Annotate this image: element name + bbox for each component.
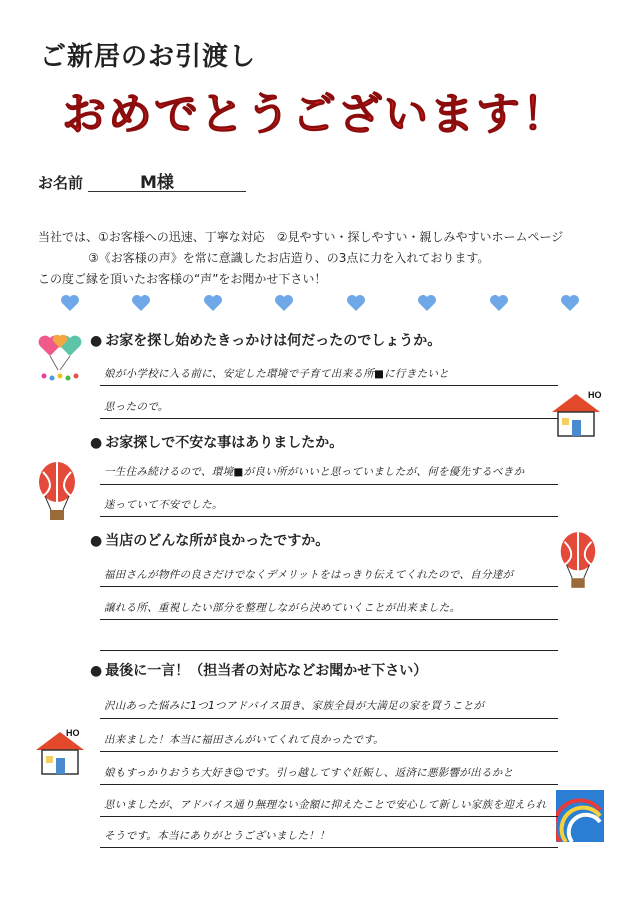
hearts-row	[60, 294, 580, 312]
answer-rule	[100, 751, 558, 752]
intro-line-2: ③《お客様の声》を常に意識したお店造り、の3点に力を入れております。	[88, 251, 490, 265]
heart-balloons-icon	[34, 326, 94, 386]
answer-rule	[100, 650, 558, 651]
answer-2-line-1: 一生住み続けるので、環境■が良い所がいいと思っていましたが、何を優先するべきか	[104, 466, 525, 478]
hot-air-balloon-icon	[32, 458, 82, 524]
answer-2-line-2: 迷っていて不安でした。	[104, 499, 223, 511]
answer-rule	[100, 847, 558, 848]
answer-4-line-2: 出来ました！本当に福田さんがいてくれて良かったです。	[104, 734, 384, 746]
heart-icon	[274, 294, 294, 312]
heart-icon	[203, 294, 223, 312]
answer-rule	[100, 484, 558, 485]
heart-icon	[131, 294, 151, 312]
name-underline	[88, 191, 246, 192]
heart-icon	[417, 294, 437, 312]
house-ho-label: HO	[588, 390, 602, 400]
question-4: ● 最後に一言！（担当者の対応などお聞かせ下さい）	[90, 660, 427, 680]
answer-rule	[100, 784, 558, 785]
answer-rule	[100, 516, 558, 517]
intro-line-1: 当社では、①お客様への迅速、丁寧な対応 ②見やすい・探しやすい・親しみやすいホームページ	[38, 230, 564, 244]
intro-line-3: この度ご縁を頂いたお客様の“声”をお聞かせ下さい！	[38, 272, 327, 286]
answer-rule	[100, 586, 558, 587]
answer-rule	[100, 718, 558, 719]
answer-4-line-5: そうです。本当にありがとうございました！！	[104, 830, 330, 842]
name-label: お名前	[38, 174, 84, 192]
answer-4-line-3: 娘もすっかりおうち大好き☺です。引っ越してすぐ妊娠し、返済に悪影響が出るかと	[104, 767, 514, 779]
heart-icon	[60, 294, 80, 312]
answer-3-line-1: 福田さんが物件の良さだけでなくデメリットをはっきり伝えてくれたので、自分達が	[104, 569, 514, 581]
answer-1-line-1: 娘が小学校に入る前に、安定した環境で子育て出来る所■に行きたいと	[104, 368, 450, 380]
answer-4-line-1: 沢山あった悩みに1つ1つアドバイス頂き、家族全員が大満足の家を買うことが	[104, 700, 485, 712]
house-icon	[32, 724, 88, 780]
answer-4-line-4: 思いましたが、アドバイス通り無理ない金額に抑えたことで安心して新しい家族を迎えられ	[104, 799, 547, 811]
question-1: ● お家を探し始めたきっかけは何だったのでしょうか。	[90, 330, 441, 350]
answer-rule	[100, 385, 558, 386]
heart-icon	[489, 294, 509, 312]
heart-icon	[560, 294, 580, 312]
answer-1-line-2: 思ったので。	[104, 401, 169, 413]
rainbow-icon	[556, 790, 604, 842]
hot-air-balloon-icon	[554, 528, 602, 592]
answer-rule	[100, 418, 558, 419]
answer-rule	[100, 816, 558, 817]
answer-rule	[100, 619, 558, 620]
house-icon	[548, 386, 604, 442]
answer-3-line-2: 譲れる所、重視したい部分を整理しながら決めていくことが出来ました。	[104, 602, 461, 614]
title-sub: ご新居のお引渡し	[40, 42, 257, 72]
heart-icon	[346, 294, 366, 312]
name-value: M様	[140, 173, 174, 193]
title-main: おめでとうございます！	[62, 89, 568, 140]
house-ho-label: HO	[66, 728, 80, 738]
question-3: ● 当店のどんな所が良かったですか。	[90, 530, 329, 550]
question-2: ● お家探しで不安な事はありましたか。	[90, 432, 343, 452]
